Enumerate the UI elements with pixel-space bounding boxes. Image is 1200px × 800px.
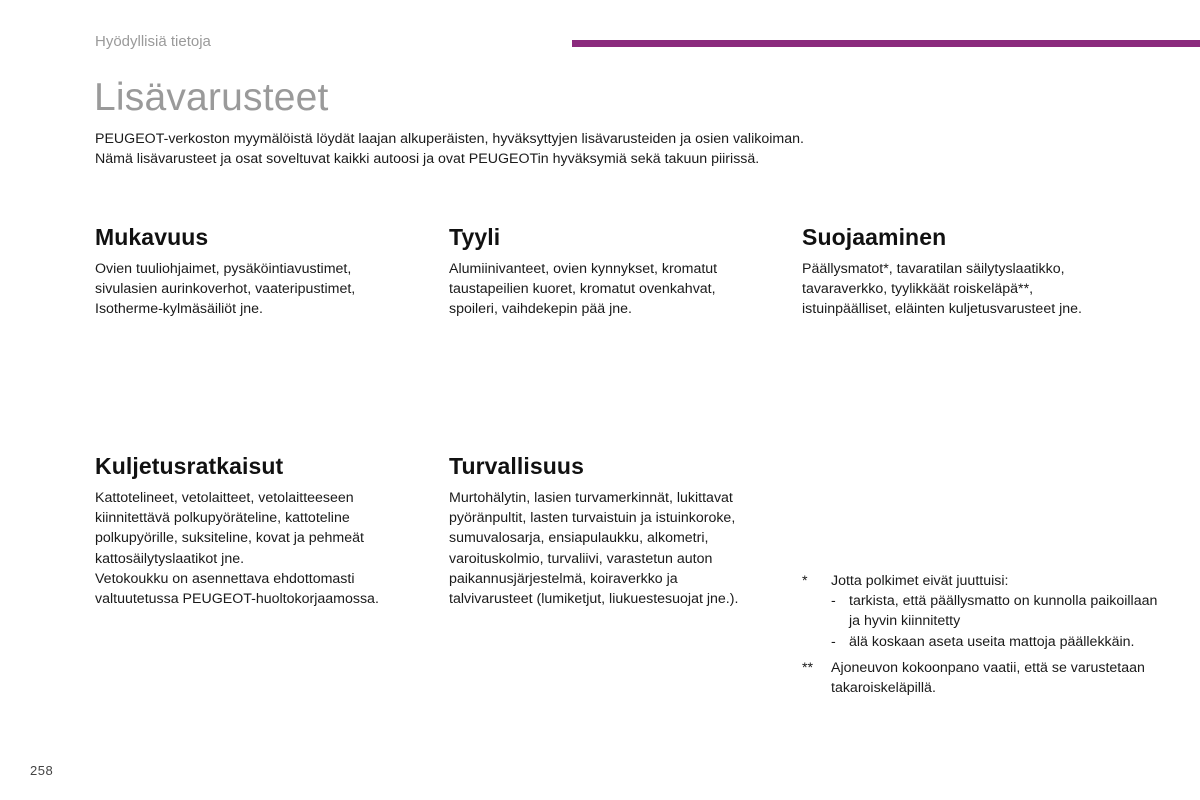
category-turvallisuus: [449, 453, 779, 609]
footnote-subitem-text: tarkista, että päällysmatto on kunnolla paikoillaan ja hyvin kiinnitetty: [849, 593, 1158, 630]
footnotes: [802, 571, 1162, 698]
category-kuljetusratkaisut: [95, 453, 425, 609]
section-label: Hyödyllisiä tietoja: [95, 33, 211, 50]
category-body: Ovien tuuliohjaimet, pysäköintiavustimet, sivulasien aurinkoverhot, vaateripustimet, Isotherme-kylmäsäiliöt jne.: [95, 261, 356, 318]
intro-line-2: Nämä lisävarusteet ja osat soveltuvat kaikki autoosi ja ovat PEUGEOTin hyväksymiä sekä takuun piirissä.: [95, 151, 760, 167]
footnote-subitem: [831, 591, 1162, 631]
intro-paragraph: [95, 129, 995, 169]
footnote-subitem: [831, 632, 1162, 652]
header-accent-rule: [572, 40, 1200, 47]
category-mukavuus: [95, 224, 425, 320]
category-suojaaminen: [802, 224, 1132, 320]
footnote-2: [802, 658, 1162, 698]
category-title: Turvallisuus: [449, 453, 584, 479]
category-body: Päällysmatot*, tavaratilan säilytyslaatikko, tavaraverkko, tyylikkäät roiskeläpä**, istuinpäälliset, eläinten kuljetusvarusteet jne.: [802, 261, 1082, 318]
footnote-1: [802, 571, 1162, 652]
intro-line-1: PEUGEOT-verkoston myymälöistä löydät laajan alkuperäisten, hyväksyttyjen lisävarusteiden ja osien valikoiman.: [95, 131, 804, 147]
dash-bullet: -: [831, 593, 836, 610]
category-title: Mukavuus: [95, 224, 209, 250]
category-title: Tyyli: [449, 224, 501, 250]
category-body: Kattotelineet, vetolaitteet, vetolaitteeseen kiinnitettävä polkupyöräteline, kattoteline polkupyörille, suksiteline, kovat ja pehmeät kattosäilytyslaatikot jne. Vetokoukku on asennettava ehdottomasti valtuutetussa PEUGEOT-huoltokorjaamossa.: [95, 490, 379, 608]
footnote-marker: *: [802, 573, 808, 589]
category-body: Murtohälytin, lasien turvamerkinnät, lukittavat pyöränpultit, lasten turvaistuin ja istuinkoroke, sumuvalosarja, ensiapulaukku, alkometri, varoituskolmio, turvaliivi, varastetun auton paikannusjärjestelmä, koiraverkko ja talvivarusteet (lumiketjut, liukuestesuojat jne.).: [449, 490, 739, 608]
footnote-subitem-text: älä koskaan aseta useita mattoja päällekkäin.: [849, 633, 1135, 650]
footnote-text: Jotta polkimet eivät juuttuisi:: [831, 573, 1009, 589]
page-number: 258: [30, 763, 54, 778]
category-tyyli: [449, 224, 779, 320]
footnote-marker: **: [802, 659, 814, 676]
page-title: Lisävarusteet: [94, 76, 329, 119]
category-title: Kuljetusratkaisut: [95, 453, 284, 479]
dash-bullet: -: [831, 633, 836, 650]
category-body: Alumiinivanteet, ovien kynnykset, kromatut taustapeilien kuoret, kromatut ovenkahvat, spoileri, vaihdekepin pää jne.: [449, 261, 718, 318]
category-title: Suojaaminen: [802, 224, 947, 250]
footnote-text: Ajoneuvon kokoonpano vaatii, että se varustetaan takaroiskeläpillä.: [831, 659, 1145, 697]
